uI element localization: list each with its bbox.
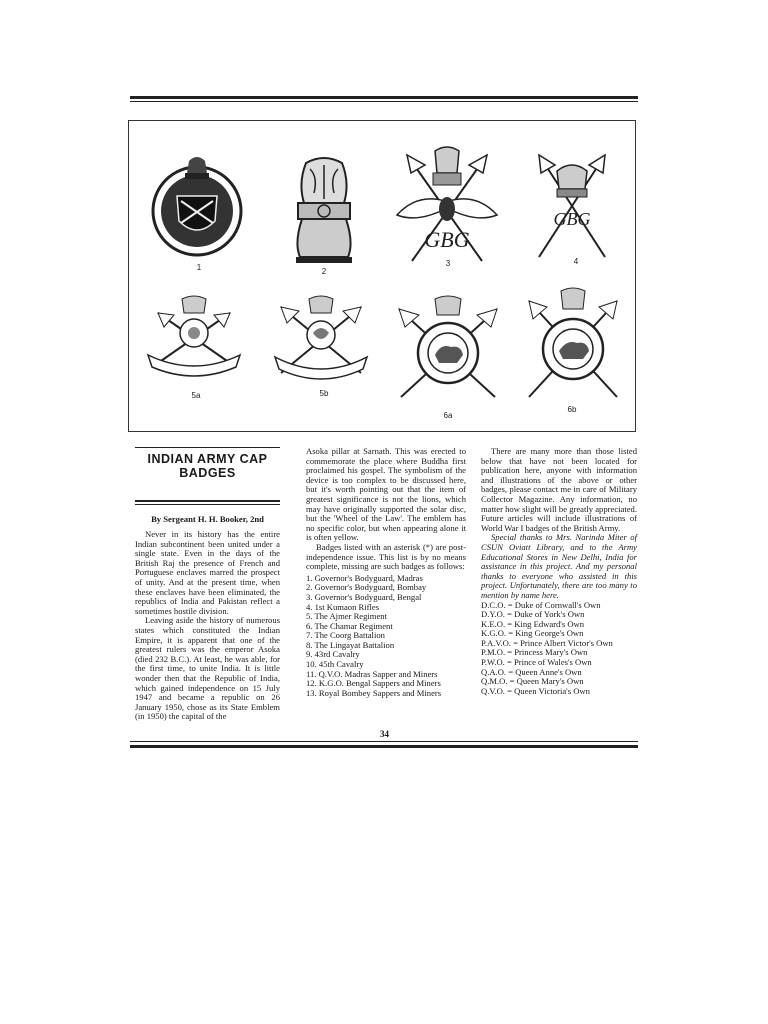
list-item: 4. 1st Kumaon Rifles	[306, 601, 380, 612]
column-1	[135, 530, 280, 722]
list-item: 8. The Lingayat Battalion	[306, 639, 395, 650]
list-item: P.A.V.O. = Prince Albert Victor's Own	[481, 637, 613, 648]
list-item: K.E.O. = King Edward's Own	[481, 618, 585, 629]
list-item: D.Y.O. = Duke of York's Own	[481, 609, 585, 620]
list-item: 5. The Ajmer Regiment	[306, 611, 387, 622]
caption-6a: 6a	[443, 411, 453, 420]
title-bottom-rule-thin	[135, 504, 280, 505]
article-title: INDIAN ARMY CAP BADGES	[147, 452, 268, 480]
badge-2-image	[284, 153, 364, 265]
badge-4-image	[527, 145, 617, 263]
list-item: D.C.O. = Duke of Cornwall's Own	[481, 599, 601, 610]
top-rule	[130, 96, 638, 99]
list-item: 3. Governor's Bodyguard, Bengal	[306, 591, 422, 602]
caption-3: 3	[445, 259, 451, 268]
bottom-rule	[130, 745, 638, 748]
list-item: 1. Governor's Bodyguard, Madras	[306, 572, 423, 583]
caption-6b: 6b	[567, 405, 577, 414]
svg-text:GBG: GBG	[424, 227, 470, 252]
badge-5a-image	[144, 293, 244, 383]
list-item: 13. Royal Bombey Sappers and Miners	[306, 687, 442, 698]
page-number: 34	[380, 729, 389, 739]
col2-paragraph-2: Badges listed with an asterisk (*) are post-independence issue. This list is by no means complete, missing are such badges as follows:	[306, 541, 466, 572]
list-item: 10. 45th Cavalry	[306, 659, 364, 670]
list-item: Q.V.O. = Queen Victoria's Own	[481, 685, 590, 696]
col3-paragraph-1: There are many more than those listed below that have not been located for publication here, anyone with information and illustrations of the above or other badges, please contact me in care of Military Collector Magazine. Any information, no matter how slight will be greatly appreciated. Future articles will include illustrations of World War I badges of the British Army.	[481, 446, 637, 533]
badge-6b-image	[521, 287, 625, 405]
svg-text:GBG: GBG	[553, 209, 591, 229]
caption-2: 2	[321, 267, 327, 276]
column-2	[306, 447, 466, 698]
caption-5b: 5b	[319, 389, 329, 398]
col2-paragraph-1: Asoka pillar at Sarnath. This was erected to commemorate the place where Buddha first proclaimed his gospel. The symbolism of the device is too complex to be discussed here, but it's worth pointing out that the item of greatest significance is not the lions, which may have originally supported the solar disc, but the 'Wheel of the Law'. The emblem has no specific color, but when appearing alone it is often yellow.	[306, 446, 466, 543]
list-item: 2. Governor's Bodyguard, Bombay	[306, 582, 427, 593]
col3-thanks	[481, 533, 637, 600]
col1-paragraph-1: Never in its history has the entire Indian subcontinent been united under a single state. Even in the days of the British Raj the presence of French and Portuguese enclaves marred the prospect of unity. And at the present time, when these enclaves have been eliminated, the republics of India and Pakistan reflect a sometimes hostile division.	[135, 529, 280, 616]
list-item: P.W.O. = Prince of Wales's Own	[481, 657, 592, 668]
badge-6a-image	[391, 293, 505, 405]
abbreviation-list	[481, 601, 637, 697]
list-item: 11. Q.V.O. Madras Sapper and Miners	[306, 668, 438, 679]
list-item: 7. The Coorg Battalion	[306, 630, 385, 641]
list-item: 12. K.G.O. Bengal Sappers and Miners	[306, 678, 441, 689]
list-item: P.M.O. = Princess Mary's Own	[481, 647, 588, 658]
caption-4: 4	[573, 257, 579, 266]
title-top-rule	[135, 447, 280, 448]
badge-list	[306, 574, 466, 699]
list-item: 9. 43rd Cavalry	[306, 649, 360, 660]
badge-1-image	[147, 151, 247, 261]
caption-5a: 5a	[191, 391, 201, 400]
caption-1: 1	[196, 263, 202, 272]
top-rule-thin	[130, 101, 638, 102]
list-item: 6. The Chamar Regiment	[306, 620, 393, 631]
bottom-rule-thin	[130, 741, 638, 742]
badge-plate	[128, 120, 636, 432]
list-item: Q.A.O. = Queen Anne's Own	[481, 666, 582, 677]
column-3	[481, 447, 637, 696]
byline: By Sergeant H. H. Booker, 2nd	[151, 514, 264, 524]
col1-paragraph-2: Leaving aside the history of numerous states which constituted the Indian Empire, it is apparent that one of the greatest rulers was the emperor Asoka (died 232 B.C.). At least, he was able, for the first time, to unite India. It is little wonder then that the Republic of India, which gained independence on 15 July 1947 and became a republic on 26 January 1950, chose as its State Emblem (in 1950) the capital of the	[135, 615, 280, 722]
badge-3-image	[387, 143, 507, 269]
col3-thanks-text: Special thanks to Mrs. Narinda Miter of CSUN Oviatt Library, and to the Army Educational Stores in New Delhi, India for assistance in this project. And my personal thanks to everyone who assisted in this project. Unfortunately, there are too many to mention by name here.	[481, 532, 637, 600]
title-bottom-rule	[135, 500, 280, 502]
list-item: K.G.O. = King George's Own	[481, 628, 584, 639]
list-item: Q.M.O. = Queen Mary's Own	[481, 676, 584, 687]
badge-5b-image	[269, 293, 373, 389]
